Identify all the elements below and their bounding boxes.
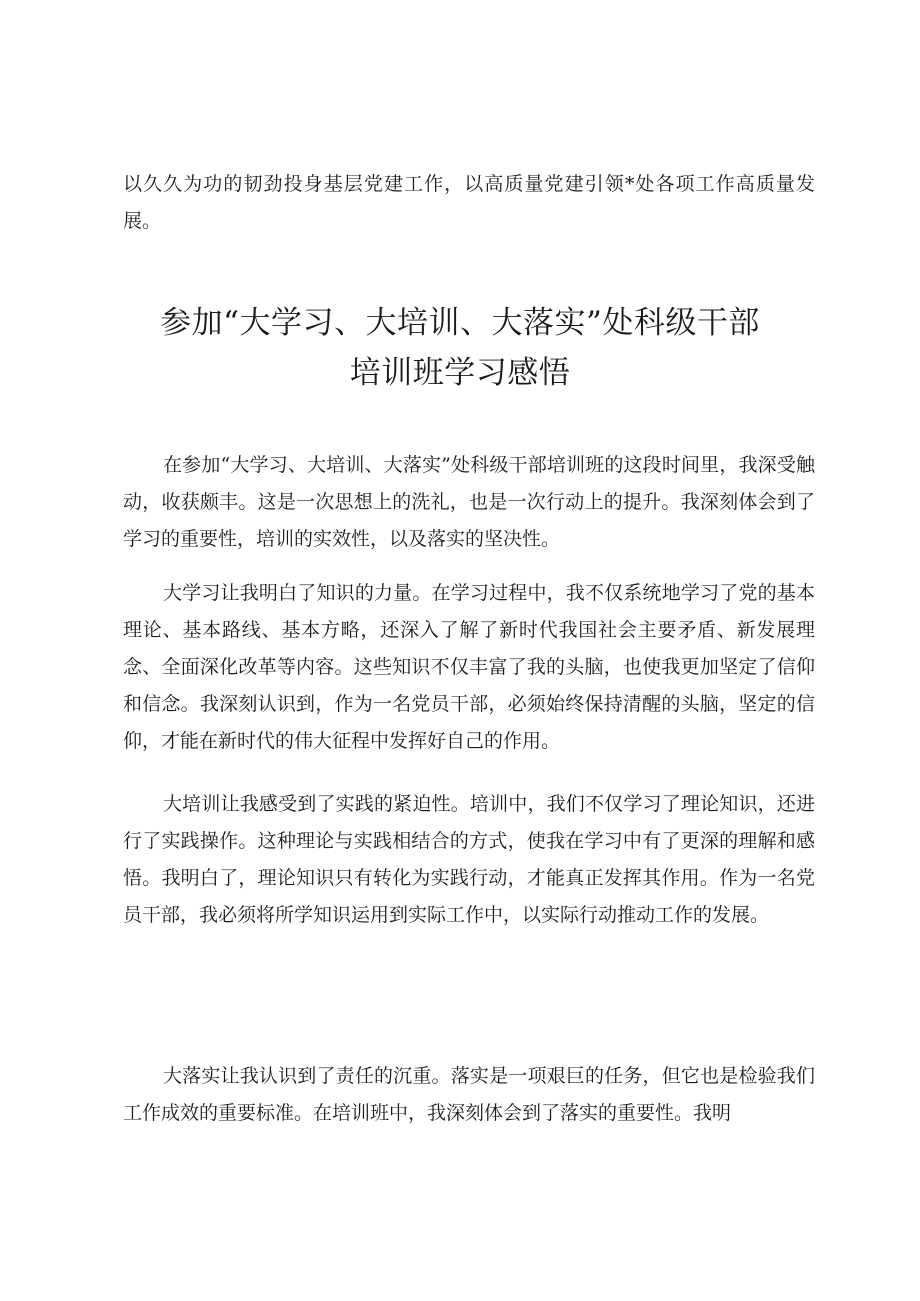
- paragraph-1: 在参加“大学习、大培训、大落实”处科级干部培训班的这段时间里，我深受触动，收获颇丰。这是一次思想上的洗礼，也是一次行动上的提升。我深刻体会到了学习的重要性，培训的实效性，以及落实的坚决性。: [123, 454, 815, 550]
- paragraph-4: 大落实让我认识到了责任的沉重。落实是一项艰巨的任务，但它也是检验我们工作成效的重要标准。在培训班中，我深刻体会到了落实的重要性。我明: [123, 1065, 815, 1124]
- intro-fragment: 以久久为功的韧劲投身基层党建工作，以高质量党建引领*处各项工作高质量发展。: [123, 173, 815, 232]
- page-title: [100, 298, 820, 398]
- paragraph-3: 大培训让我感受到了实践的紧迫性。培训中，我们不仅学习了理论知识，还进行了实践操作。这种理论与实践相结合的方式，使我在学习中有了更深的理解和感悟。我明白了，理论知识只有转化为实践行动，才能真正发挥其作用。作为一名党员干部，我必须将所学知识运用到实际工作中，以实际行动推动工作的发展。: [123, 793, 815, 926]
- title-line-2: 培训班学习感悟: [349, 355, 571, 391]
- paragraph-2: 大学习让我明白了知识的力量。在学习过程中，我不仅系统地学习了党的基本理论、基本路线、基本方略，还深入了解了新时代我国社会主要矛盾、新发展理念、全面深化改革等内容。这些知识不仅丰富了我的头脑，也使我更加坚定了信仰和信念。我深刻认识到，作为一名党员干部，必须始终保持清醒的头脑，坚定的信仰，才能在新时代的伟大征程中发挥好自己的作用。: [123, 582, 815, 752]
- title-line-1: 参加“大学习、大培训、大落实”处科级干部: [160, 305, 760, 341]
